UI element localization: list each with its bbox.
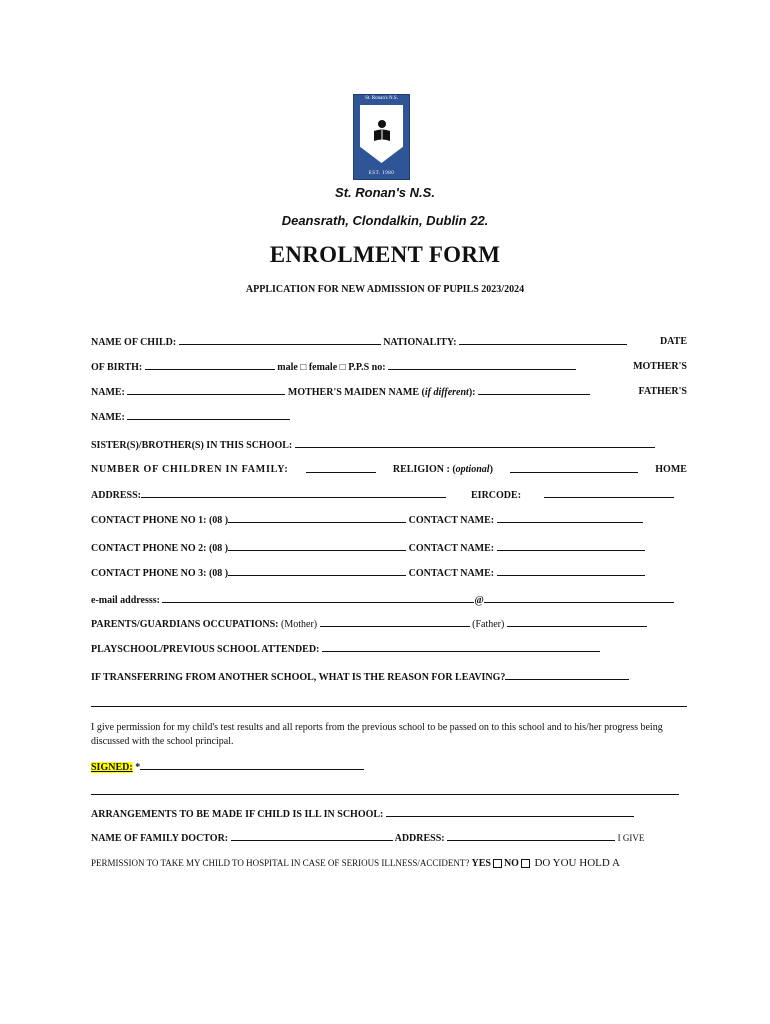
eircode-field[interactable] xyxy=(544,488,674,498)
father-name-label: NAME: xyxy=(91,412,125,423)
home-label: HOME xyxy=(655,464,687,475)
contact-name-2-field[interactable] xyxy=(497,541,645,551)
father-occupation-field[interactable] xyxy=(507,617,647,627)
signature-field[interactable] xyxy=(140,760,364,770)
transfer-label: IF TRANSFERRING FROM ANOTHER SCHOOL, WHAT IS THE REASON FOR LEAVING? xyxy=(91,672,506,683)
pps-label: P.P.S no: xyxy=(348,362,386,373)
row-occupations xyxy=(91,617,687,631)
email-domain-field[interactable] xyxy=(484,593,674,603)
nationality-label: NATIONALITY: xyxy=(383,337,457,348)
date-of-birth-field[interactable] xyxy=(145,360,275,370)
no-label: NO xyxy=(503,858,519,869)
row-family xyxy=(91,463,687,476)
arrangements-field[interactable] xyxy=(386,807,634,817)
row-child-name xyxy=(91,335,687,349)
row-siblings xyxy=(91,438,687,452)
phone-1-label: CONTACT PHONE NO 1: (08 ) xyxy=(91,515,229,526)
phone-3-field[interactable] xyxy=(228,566,406,576)
number-children-field[interactable] xyxy=(306,463,376,473)
mother-name-label: NAME: xyxy=(91,387,125,398)
row-email xyxy=(91,593,687,607)
mother-name-field[interactable] xyxy=(127,385,285,395)
yes-label: YES xyxy=(471,858,491,869)
section-divider xyxy=(91,794,679,795)
no-checkbox[interactable] xyxy=(521,859,530,868)
doctor-address-label: ADDRESS: xyxy=(394,833,445,844)
address-label: ADDRESS: xyxy=(91,490,142,501)
crest-bottom-text: EST. 1980 xyxy=(368,171,395,176)
row-playschool xyxy=(91,642,687,656)
phone-1-field[interactable] xyxy=(228,513,406,523)
school-name: St. Ronan's N.S. xyxy=(335,185,435,200)
school-address: Deansrath, Clondalkin, Dublin 22. xyxy=(281,213,489,228)
religion-close-text: ) xyxy=(489,464,493,475)
hospital-text: PERMISSION TO TAKE MY CHILD TO HOSPITAL IN CASE OF SERIOUS ILLNESS/ACCIDENT? xyxy=(91,858,470,868)
hold-text: DO YOU HOLD A xyxy=(534,857,620,869)
email-user-field[interactable] xyxy=(162,593,474,603)
email-label: e-mail addresss: xyxy=(91,595,160,606)
phone-2-field[interactable] xyxy=(228,541,406,551)
row-father xyxy=(91,410,687,424)
optional-text: optional xyxy=(455,464,490,475)
crest-top-text: St. Ronan's N.S. xyxy=(365,96,398,101)
female-label: female xyxy=(308,362,338,373)
maiden-name-text: MOTHER'S MAIDEN NAME ( xyxy=(287,387,425,398)
pps-field[interactable] xyxy=(388,360,576,370)
religion-label xyxy=(393,463,493,476)
permission-text: I give permission for my child's test results and all reports from the previous school to be passed on to this school and to his/her progress being discussed with the school principal. xyxy=(91,722,663,747)
row-arrangements xyxy=(91,807,687,821)
form-title: ENROLMENT FORM xyxy=(269,242,501,267)
reader-icon xyxy=(371,119,393,145)
siblings-field[interactable] xyxy=(295,438,655,448)
siblings-label: SISTER(S)/BROTHER(S) IN THIS SCHOOL: xyxy=(91,440,293,451)
row-birth xyxy=(91,360,687,374)
number-children-label: NUMBER OF CHILDREN IN FAMILY: xyxy=(91,464,289,475)
phone-3-label: CONTACT PHONE NO 3: (08 ) xyxy=(91,568,229,579)
address-field[interactable] xyxy=(141,488,446,498)
maiden-close-text: ): xyxy=(468,387,476,398)
contact-name-2-label: CONTACT NAME: xyxy=(408,543,495,554)
if-different-text: if different xyxy=(424,387,469,398)
maiden-name-label xyxy=(288,387,476,398)
arrangements-label: ARRANGEMENTS TO BE MADE IF CHILD IS ILL IN SCHOOL: xyxy=(91,809,384,820)
contact-name-1-field[interactable] xyxy=(497,513,643,523)
contact-name-3-field[interactable] xyxy=(497,566,645,576)
religion-field[interactable] xyxy=(510,463,638,473)
row-signed xyxy=(91,760,687,774)
row-hospital xyxy=(91,857,687,870)
contact-name-3-label: CONTACT NAME: xyxy=(408,568,495,579)
playschool-label: PLAYSCHOOL/PREVIOUS SCHOOL ATTENDED: xyxy=(91,644,320,655)
child-name-field[interactable] xyxy=(179,335,381,345)
transfer-reason-line[interactable] xyxy=(91,706,687,707)
doctor-field[interactable] xyxy=(231,831,393,841)
eircode-label: EIRCODE: xyxy=(471,490,522,501)
form-subtitle: APPLICATION FOR NEW ADMISSION OF PUPILS 2023/2024 xyxy=(245,284,525,295)
doctor-label: NAME OF FAMILY DOCTOR: xyxy=(91,833,229,844)
signed-asterisk: * xyxy=(135,762,141,773)
playschool-field[interactable] xyxy=(322,642,600,652)
of-birth-label: OF BIRTH: xyxy=(91,362,143,373)
contact-name-1-label: CONTACT NAME: xyxy=(408,515,495,526)
row-doctor xyxy=(91,831,687,845)
mothers-label: MOTHER'S xyxy=(633,361,687,372)
name-of-child-label: NAME OF CHILD: xyxy=(91,337,177,348)
mother-occupation-label: (Mother) xyxy=(281,619,318,630)
row-transfer xyxy=(91,670,687,684)
phone-2-label: CONTACT PHONE NO 2: (08 ) xyxy=(91,543,229,554)
date-label: DATE xyxy=(659,336,687,347)
i-give-text: I GIVE xyxy=(617,833,645,843)
nationality-field[interactable] xyxy=(459,335,627,345)
row-address xyxy=(91,488,687,502)
mother-occupation-field[interactable] xyxy=(320,617,470,627)
fathers-label: FATHER'S xyxy=(638,386,687,397)
male-label: male xyxy=(277,362,298,373)
yes-checkbox[interactable] xyxy=(493,859,502,868)
row-phone-3 xyxy=(91,566,687,580)
row-mother xyxy=(91,385,687,399)
female-checkbox[interactable]: □ xyxy=(339,362,346,373)
father-name-field[interactable] xyxy=(127,410,290,420)
transfer-reason-field[interactable] xyxy=(505,670,629,680)
row-phone-2 xyxy=(91,541,687,555)
male-checkbox[interactable]: □ xyxy=(300,362,307,373)
school-crest xyxy=(353,94,410,180)
father-occupation-label: (Father) xyxy=(472,619,505,630)
at-sign: @ xyxy=(474,595,484,606)
doctor-address-field[interactable] xyxy=(447,831,615,841)
religion-text: RELIGION : ( xyxy=(392,464,456,475)
row-phone-1 xyxy=(91,513,687,527)
signed-label: SIGNED: xyxy=(91,762,133,773)
maiden-name-field[interactable] xyxy=(478,385,590,395)
occupations-label: PARENTS/GUARDIANS OCCUPATIONS: xyxy=(91,619,279,630)
